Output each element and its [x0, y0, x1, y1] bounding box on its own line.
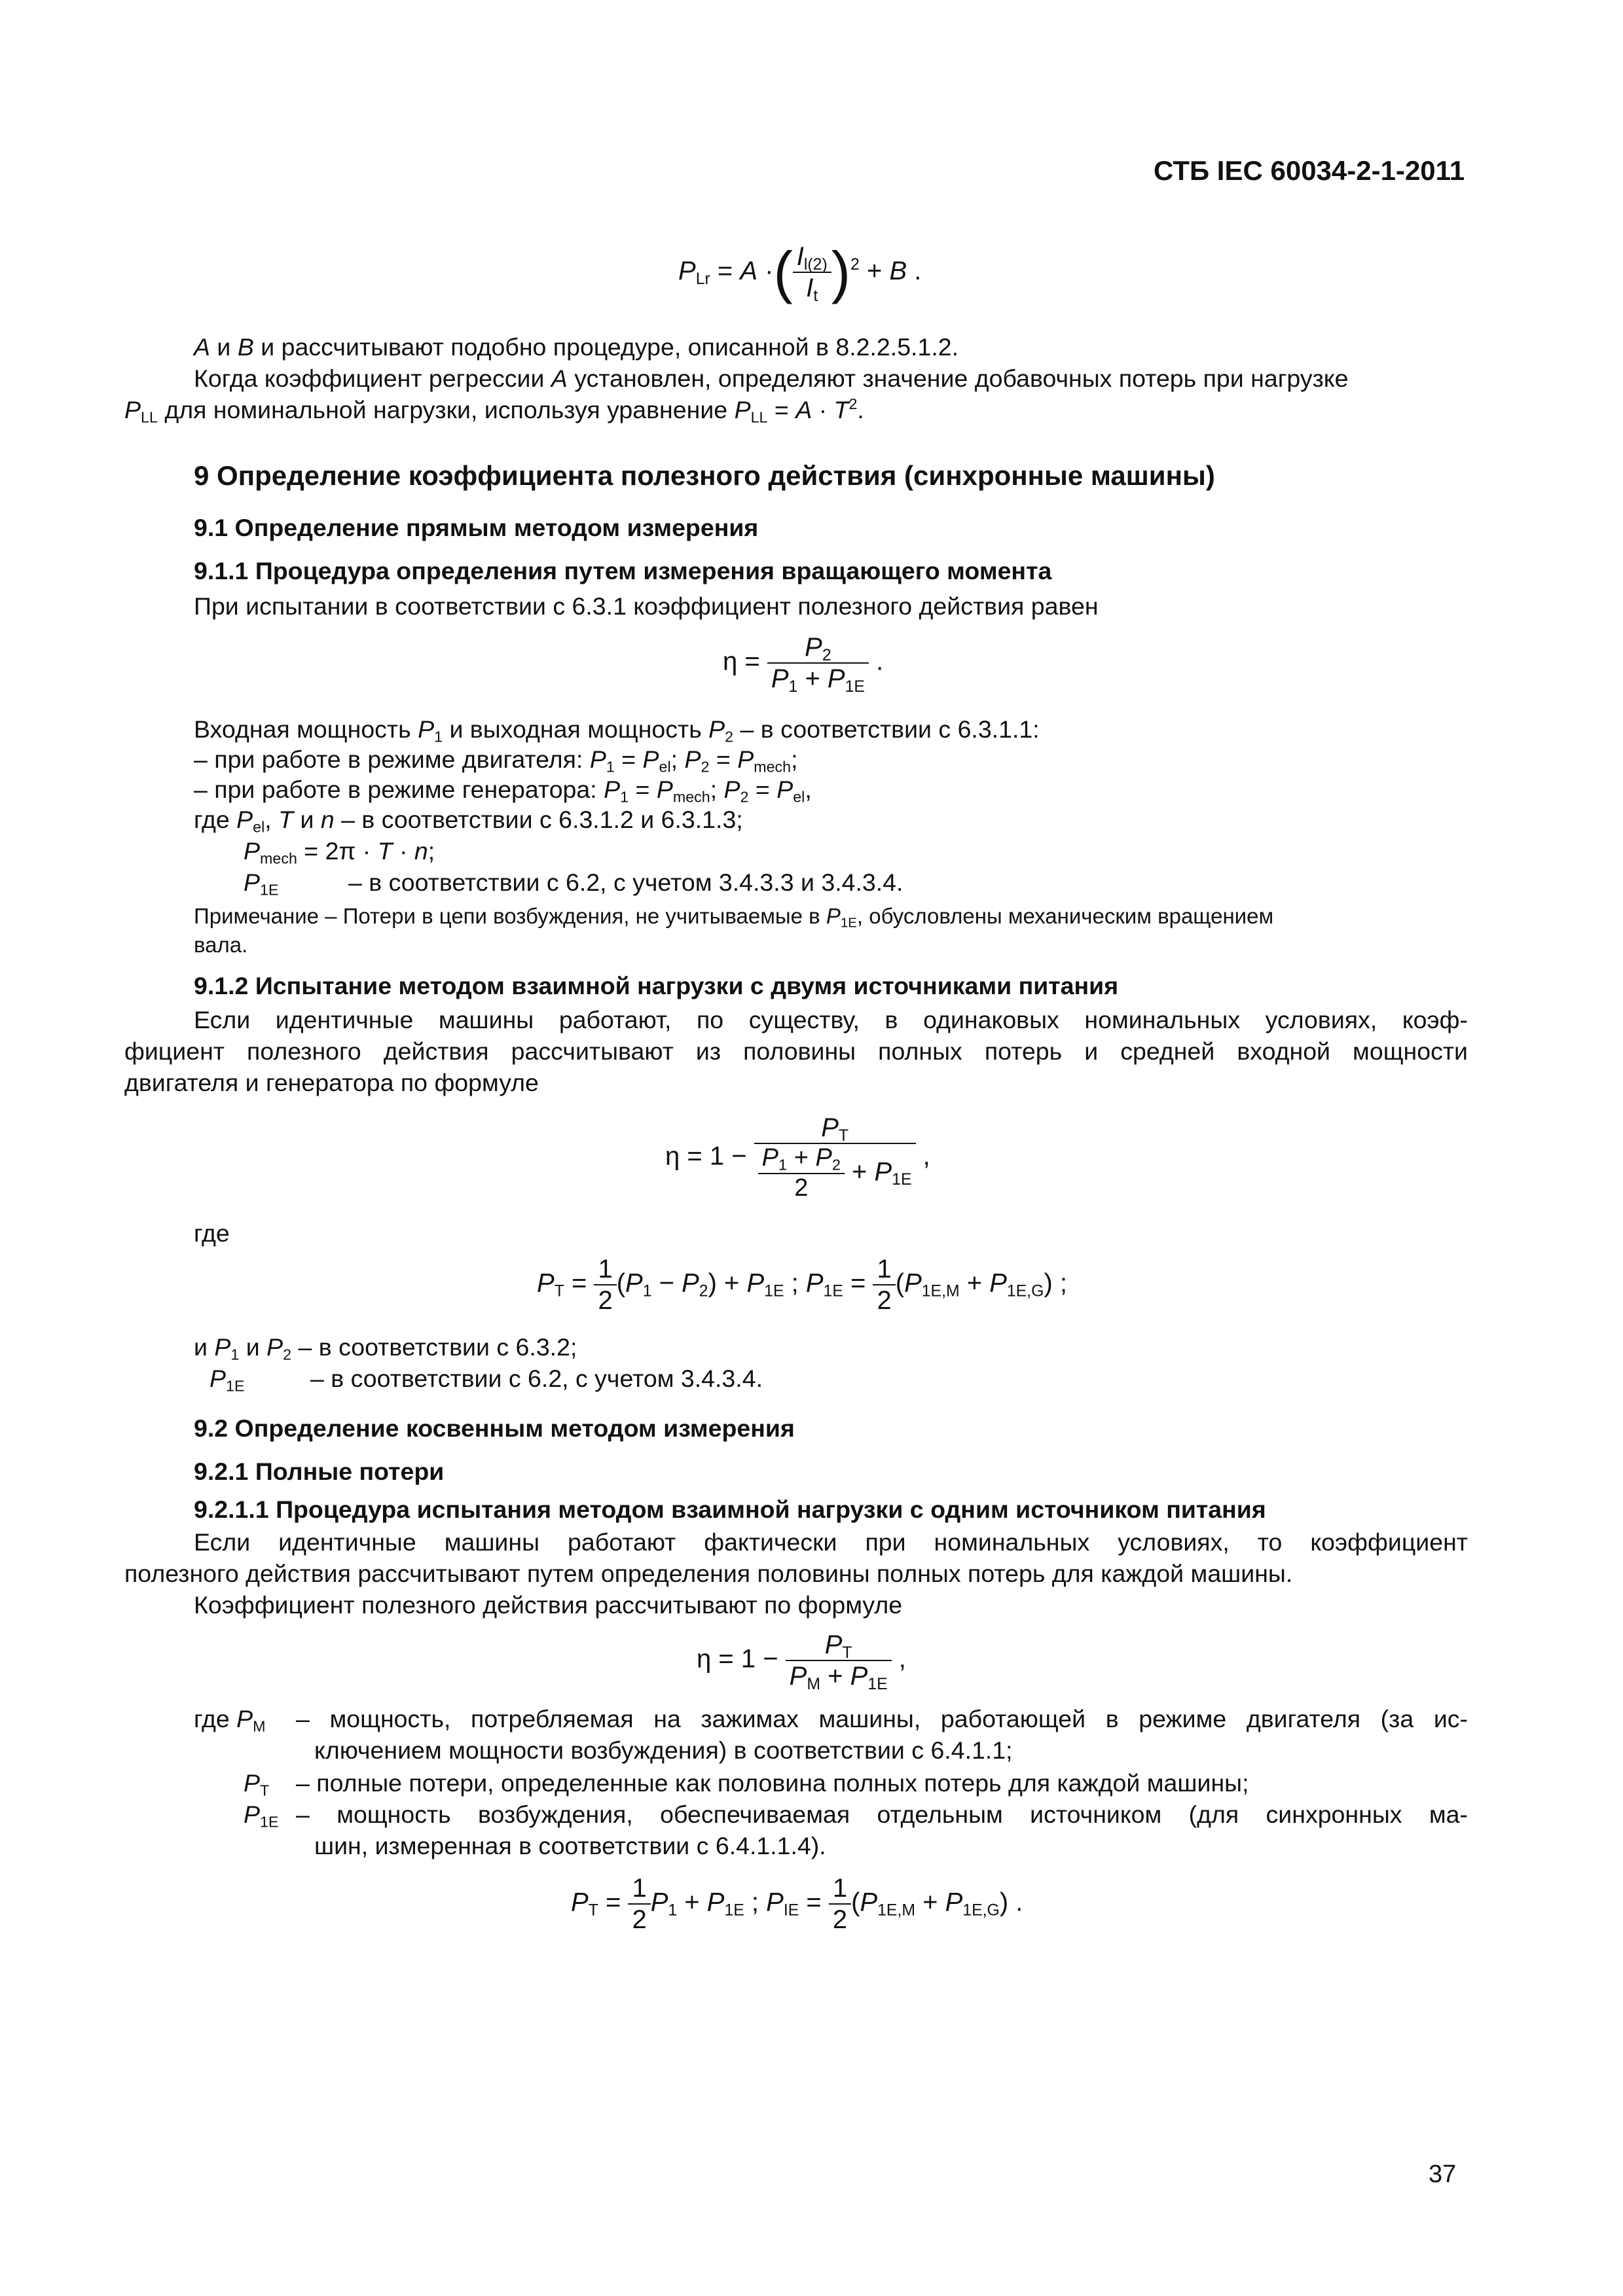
formula-pt-pie: $P_T$ = $\frac{1}{2}$ $P_1 + P_{1E}$ ; $P_{IE}$ = $\frac{1}{2}$ $(P_{1E,M} + P_{1E,G})$ . [571, 1874, 1023, 1934]
input-output-line: Входная мощность $P_1$ и выходная мощность $P_2$ – в соответствии с 6.3.1.1: [194, 715, 1040, 745]
section-9-title: 9 Определение коэффициента полезного действия (синхронные машины) [194, 460, 1215, 491]
formula-eta-one-source: η = 1 − $\frac{P_T}{P_M + P_{1E}}$ , [697, 1630, 906, 1693]
pm-where: где [194, 1705, 230, 1732]
section-9-2-1-1-line-3: Коэффициент полезного действия рассчитывают по формуле [194, 1591, 903, 1619]
where-c: – в соответствии с 6.3.1.2 и 6.3.1.3; [341, 806, 743, 833]
section-9-1-1-text: При испытании в соответствии с 6.3.1 коэффициент полезного действия равен [194, 592, 1099, 620]
and-a: и [194, 1333, 208, 1361]
section-9-1-2-line-3: двигателя и генератора по формуле [124, 1069, 539, 1096]
note-line-2: вала. [194, 933, 248, 957]
section-9-2-1-1-line-1: Если идентичные машины работают фактически при номинальных условиях, то коэффициент [194, 1528, 1468, 1556]
p1e-definition-2-symbol: $P_{1E}$ [210, 1365, 245, 1395]
p1e-definition: – в соответствии с 6.2, с учетом 3.4.3.3 и 3.4.3.4. [348, 869, 903, 896]
pt-definition: – полные потери, определенные как половина полных потерь для каждой машины; [296, 1769, 1249, 1797]
p1e-definition-line-1: – мощность возбуждения, обеспечиваемая отдельным источником (для синхронных ма- [296, 1801, 1468, 1828]
pm-definition-line-2: ключением мощности возбуждения) в соответствии с 6.4.1.1; [314, 1736, 1013, 1764]
where-label: где [194, 1219, 230, 1247]
pt-symbol: $P_T$ [244, 1769, 270, 1799]
intro-line-3: $P_{LL}$ для номинальной нагрузки, используя уравнение $P_{LL} = A \cdot T^2$. [124, 395, 864, 426]
note-line-1: Примечание – Потери в цепи возбуждения, не учитываемые в $P_{1E}$, обусловлены механическим вращением [194, 904, 1274, 931]
where-line: где $P_{el}$, T и n – в соответствии с 6.3.1.2 и 6.3.1.3; [194, 806, 743, 836]
section-9-2-1-1-line-2: полезного действия рассчитывают путем определения половины полных потерь для каждой машины. [124, 1560, 1293, 1587]
generator-mode-text: – при работе в режиме генератора: [194, 776, 597, 803]
generator-mode-line: – при работе в режиме генератора: $P_1 = P_{mech}$; $P_2 = P_{el}$, [194, 776, 812, 806]
p1e-definition-2: – в соответствии с 6.2, с учетом 3.4.3.4. [310, 1365, 763, 1392]
input-output-a: Входная мощность [194, 715, 411, 743]
pm-definition-line-1: – мощность, потребляемая на зажимах машины, работающей в режиме двигателя (за ис- [296, 1705, 1468, 1732]
note-b: , обусловлены механическим вращением [856, 904, 1274, 928]
section-9-1-title: 9.1 Определение прямым методом измерения [194, 514, 759, 541]
note-a: Примечание – Потери в цепи возбуждения, не учитываемые в [194, 904, 820, 928]
section-9-1-2-line-2: фициент полезного действия рассчитывают из половины полных потерь и средней входной мощности [124, 1037, 1468, 1065]
section-9-1-1-title: 9.1.1 Процедура определения путем измерения вращающего момента [194, 557, 1052, 584]
where-b: и [300, 806, 314, 833]
motor-mode-text: – при работе в режиме двигателя: [194, 745, 583, 773]
p1e-symbol: $P_{1E}$ [244, 1801, 279, 1831]
section-9-2-title: 9.2 Определение косвенным методом измерения [194, 1414, 795, 1442]
and-line: и $P_1$ и $P_2$ – в соответствии с 6.3.2; [194, 1333, 577, 1363]
where-a: где [194, 806, 230, 833]
input-output-b: и выходная мощность [449, 715, 702, 743]
formula-eta-two-source: η = 1 − $P_T$ $\frac{P_1 + P_2}{2}$ + $P_{1E}$ , [665, 1113, 930, 1202]
section-9-1-2-title: 9.1.2 Испытание методом взаимной нагрузки с двумя источниками питания [194, 972, 1119, 999]
input-output-c: – в соответствии с 6.3.1.1: [740, 715, 1040, 743]
p1e-definition-line-2: шин, измеренная в соответствии с 6.4.1.1.4). [314, 1832, 826, 1859]
p1e-definition-symbol: $P_{1E}$ [244, 869, 279, 899]
and-b: и [246, 1333, 260, 1361]
page-number: 37 [1429, 2161, 1457, 2188]
pmech-definition: $P_{mech} = 2\pi \cdot T \cdot n$; [244, 837, 435, 867]
intro-line-1: A и B и рассчитывают подобно процедуре, описанной в 8.2.2.5.1.2. [194, 333, 959, 361]
motor-mode-line: – при работе в режиме двигателя: $P_1 = P_{el}$; $P_2 = P_{mech}$; [194, 745, 798, 776]
intro-line-3-text: для номинальной нагрузки, используя уравнение [164, 396, 728, 423]
formula-pt-p1e: $P_T$ = $\frac{1}{2}$ $(P_1 - P_2) + P_{1E}$ ; $P_{1E}$ = $\frac{1}{2}$ $(P_{1E,M} + P_{1E,G})$ ; [537, 1255, 1067, 1315]
formula-eta-direct: η = $\frac{P_2}{P_1 + P_{1E}}$ . [723, 633, 884, 696]
standard-header: СТБ IEC 60034-2-1-2011 [1154, 155, 1465, 186]
intro-line-2: Когда коэффициент регрессии A установлен, определяют значение добавочных потерь при нагрузке [194, 365, 1349, 392]
section-9-2-1-1-title: 9.2.1.1 Процедура испытания методом взаимной нагрузки с одним источником питания [194, 1496, 1266, 1523]
section-9-2-1-title: 9.2.1 Полные потери [194, 1458, 445, 1485]
formula-plr: $P_{Lr} = A$ ·( $\frac{I_{l(2)}}{I_t}$ )$^2$ + B . [678, 240, 922, 306]
pm-symbol: где $P_M$ [194, 1705, 266, 1735]
intro-line-1-text: и рассчитывают подобно процедуре, описанной в 8.2.2.5.1.2. [261, 333, 959, 361]
section-9-1-2-line-1: Если идентичные машины работают, по существу, в одинаковых номинальных условиях, коэф- [194, 1006, 1468, 1033]
and-c: – в соответствии с 6.3.2; [298, 1333, 577, 1361]
